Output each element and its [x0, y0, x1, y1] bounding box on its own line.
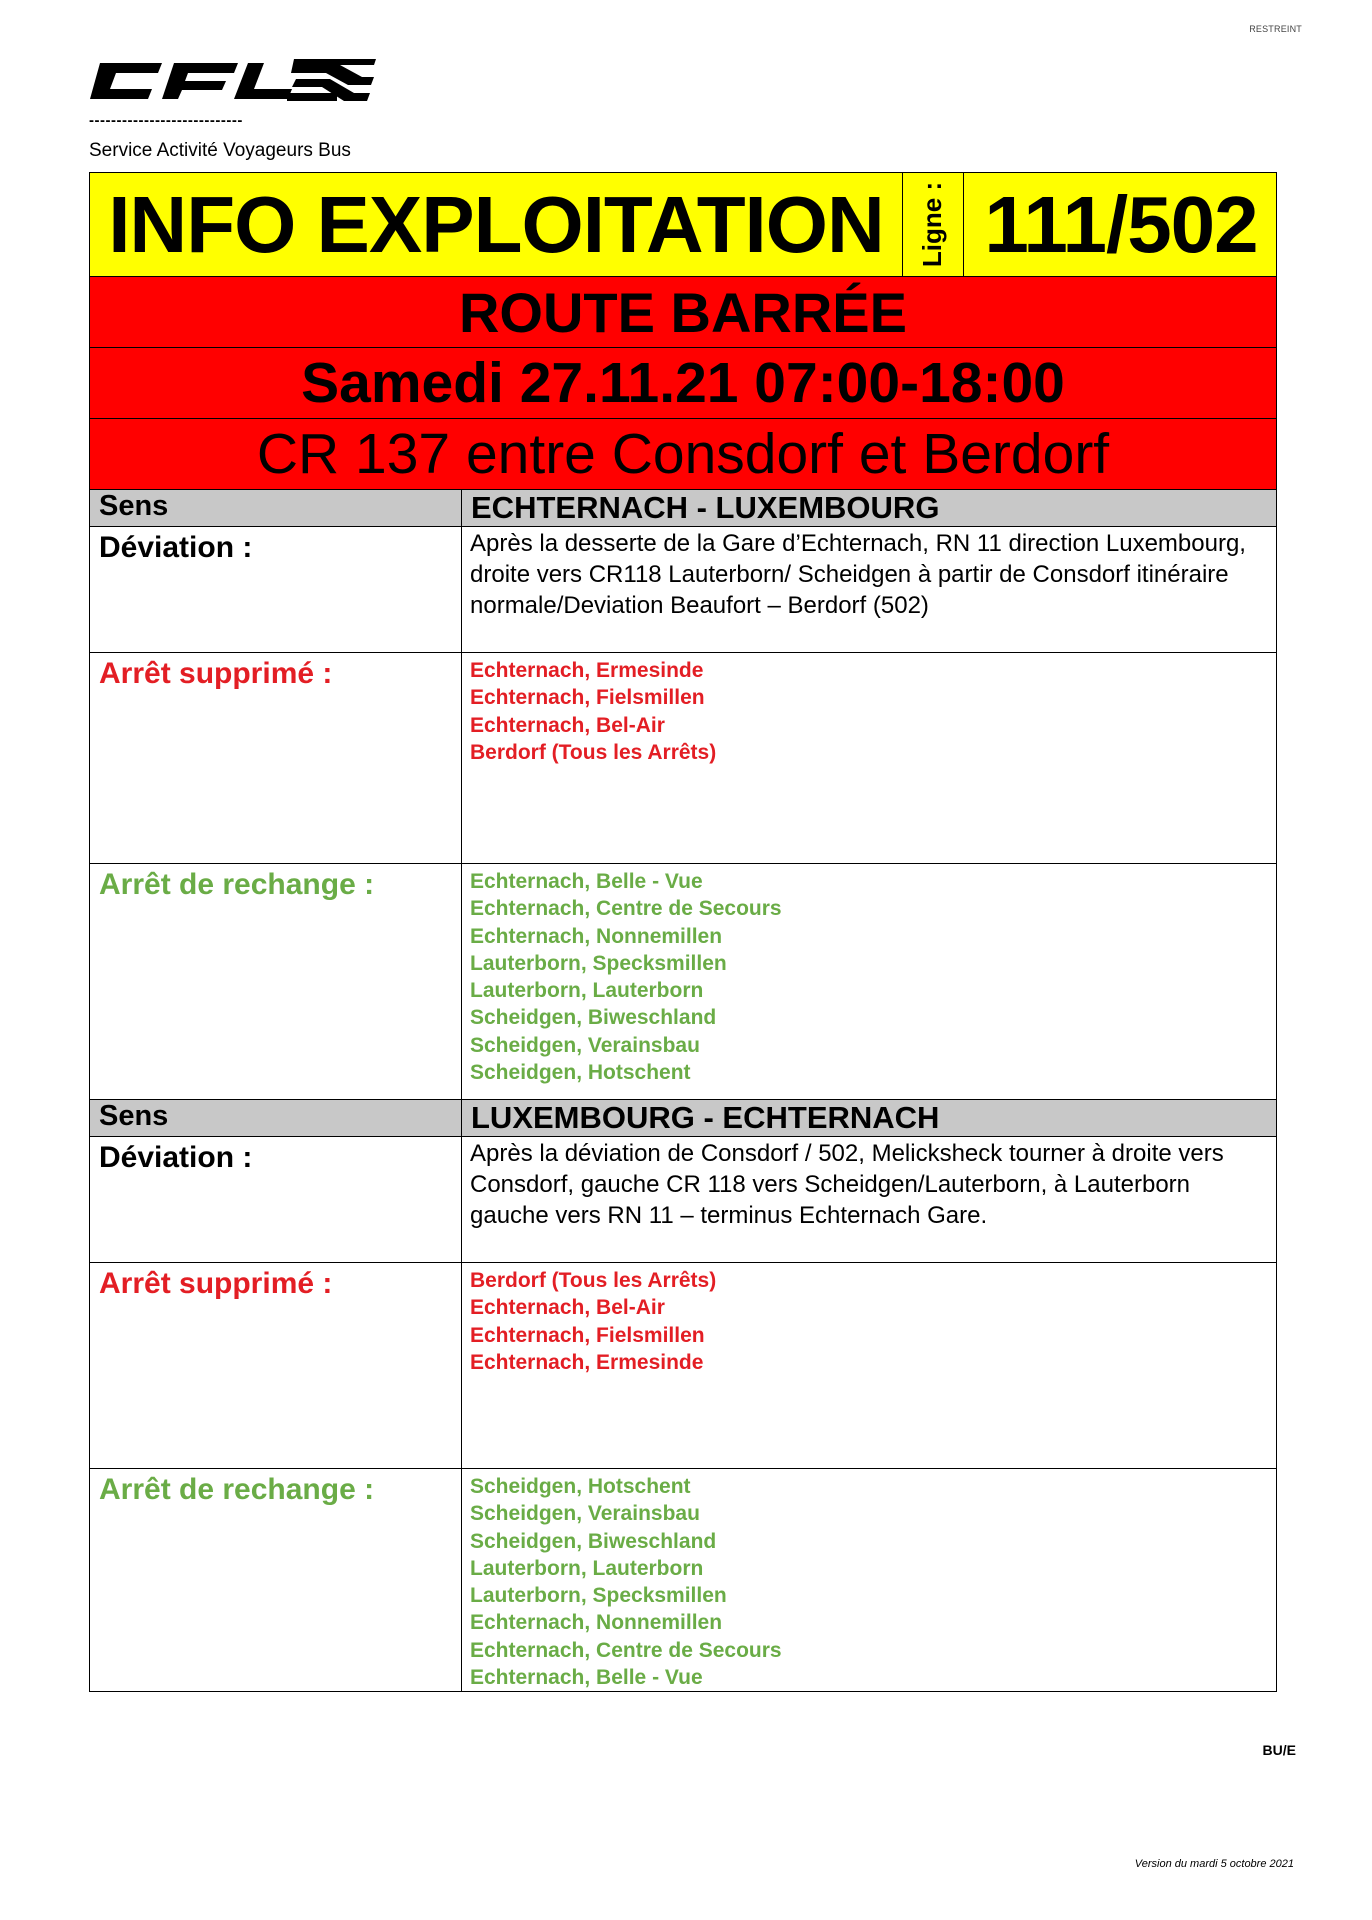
replacement-list [462, 864, 1277, 1100]
service-name: Service Activité Voyageurs Bus [89, 140, 351, 161]
logo-underline: ---------------------------- [89, 112, 243, 129]
list-item: Berdorf (Tous les Arrêts) [470, 1269, 717, 1292]
suppressed-row [90, 1263, 1277, 1469]
list-item: Echternach, Belle - Vue [470, 1666, 703, 1690]
replacement-label: Arrêt de rechange : [90, 864, 462, 1100]
deviation-label: Déviation : [90, 1137, 462, 1263]
notice-header [89, 172, 1277, 276]
version-note: Version du mardi 5 octobre 2021 [1134, 1858, 1294, 1870]
list-item: Scheidgen, Biweschland [470, 1529, 717, 1553]
list-item: Echternach, Fielsmillen [470, 1323, 705, 1347]
list-item: Lauterborn, Lauterborn [470, 1556, 704, 1580]
department-code: BU/E [1262, 1742, 1296, 1758]
deviation-text: Après la déviation de Consdorf / 502, Melicksheck tourner à droite vers Consdorf, gauche CR 118 vers Scheidgen/Lauterborn, à Lauterborn gauche vers RN 11 – terminus Echternach Gare. [462, 1137, 1277, 1263]
suppressed-label: Arrêt supprimé : [90, 653, 462, 864]
suppressed-row [90, 653, 1277, 864]
list-item: Scheidgen, Hotschent [470, 1475, 691, 1498]
replacement-list [462, 1469, 1277, 1692]
notice-document [89, 172, 1277, 1692]
deviation-row [90, 527, 1277, 653]
list-item: Echternach, Bel-Air [470, 1296, 665, 1320]
details-table [89, 489, 1277, 1692]
deviation-row [90, 1137, 1277, 1263]
ligne-number: 111/502 [984, 179, 1258, 269]
list-item: Echternach, Bel-Air [470, 713, 665, 737]
sens-label: Sens [90, 1100, 462, 1137]
replacement-row [90, 864, 1277, 1100]
replacement-row [90, 1469, 1277, 1692]
list-item: Lauterborn, Specksmillen [470, 1584, 727, 1608]
list-item: Scheidgen, Biweschland [470, 1006, 717, 1030]
sens-row [90, 1100, 1277, 1137]
banner-location: CR 137 entre Consdorf et Berdorf [89, 418, 1277, 489]
list-item: Echternach, Nonnemillen [470, 924, 723, 948]
list-item: Scheidgen, Hotschent [470, 1061, 691, 1085]
list-item: Lauterborn, Lauterborn [470, 979, 704, 1003]
list-item: Berdorf (Tous les Arrêts) [470, 740, 717, 764]
notice-title: INFO EXPLOITATION [90, 173, 903, 276]
banner-date-time: Samedi 27.11.21 07:00-18:00 [89, 347, 1277, 418]
list-item: Echternach, Ermesinde [470, 659, 704, 682]
cfl-logo [86, 55, 376, 107]
list-item: Echternach, Ermesinde [470, 1350, 704, 1374]
suppressed-label: Arrêt supprimé : [90, 1263, 462, 1469]
list-item: Echternach, Fielsmillen [470, 686, 705, 710]
ligne-label-cell [903, 173, 964, 276]
sens-value: LUXEMBOURG - ECHTERNACH [462, 1100, 1277, 1137]
suppressed-list [462, 653, 1277, 864]
list-item: Scheidgen, Verainsbau [470, 1033, 700, 1057]
list-item: Lauterborn, Specksmillen [470, 951, 727, 975]
sens-value: ECHTERNACH - LUXEMBOURG [462, 490, 1277, 527]
list-item: Echternach, Centre de Secours [470, 1638, 782, 1662]
replacement-label: Arrêt de rechange : [90, 1469, 462, 1692]
deviation-text: Après la desserte de la Gare d’Echternach, RN 11 direction Luxembourg, droite vers CR118 Lauterborn/ Scheidgen à partir de Consdorf itinéraire normale/Deviation Beaufort – Berdorf (502) [462, 527, 1277, 653]
ligne-label: Ligne : [917, 181, 948, 268]
sens-label: Sens [90, 490, 462, 527]
suppressed-list [462, 1263, 1277, 1469]
list-item: Echternach, Nonnemillen [470, 1611, 723, 1635]
list-item: Echternach, Belle - Vue [470, 870, 703, 893]
list-item: Echternach, Centre de Secours [470, 897, 782, 921]
banner-route-barree: ROUTE BARRÉE [89, 276, 1277, 347]
classification-label: RESTREINT [1249, 24, 1302, 34]
deviation-label: Déviation : [90, 527, 462, 653]
list-item: Scheidgen, Verainsbau [470, 1502, 700, 1526]
sens-row [90, 490, 1277, 527]
